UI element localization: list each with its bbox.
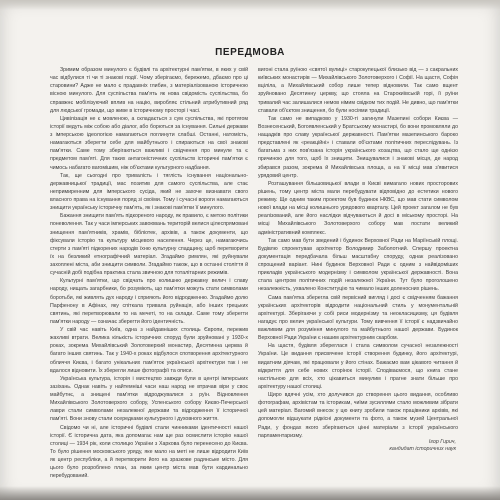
paragraph: Культурні пам'ятки, що свідчать про колишню державну велич і славу народу, нищать загарбники, бо розуміють, що пам'ятки можуть стати символами боротьби, які живлять дух народу і сприяють його відродженню. Згадаймо долю Парфенону в Афінах, яку спіткала тривала руйнація, або інших грецьких святинь, які перетворювали то на мечеті, то на склади. Саме тому зберегти пам'ятки народу — означає зберегти його ідентичність. <box>50 278 248 325</box>
paragraph: Сама пам'ятка зберегла свій первісний вигляд і досі є свідченням бажання українських архітекторів відродити національний стиль у монументальній архітектурі. Зберігаючи у собі риси модернізму та неокласицизму, ця будівля нагадує про велич української культури. Тому вивчення її історії є надзвичайно важливим для розуміння минулого та майбутнього нашої держави. Будинок Верховної Ради України є нашим архітектурним скарбом. <box>258 294 458 342</box>
author-title: кандидат історичних наук <box>389 446 456 452</box>
paragraph: Цивілізація не є мовленою, а складається з сум суспільства, які протягом історії ведуть між собою або діалог, або борються за існування. Сильні держави з імперською ідеологією намагаються поглинути слабші. Останні, натомість, намагаються зберегти себе для майбутнього і спираються на свої знакові пам'ятки. Саме тому зберігаються важливі і свідчення про минуле та є предметом пам'яті. Для таких антагоністичних суспільств історичні пам'ятки є чимось набагато вагомішим, ніж об'єктами культурного надбання. <box>50 115 248 171</box>
paragraph: Зримим образом минулого є будівлі та архітектурні пам'ятки, в яких у свій час відбулися ті чи ті знакові події. Чому зберігаємо, бережемо, дбаємо про ці старовини? Адже не мало є прадавніх глибин, з матеріалізованою історичною вісною минулого. Для суспільства пам'ять як нова свідомість суспільства, бо справжнє мобілізуючий вплив на націю, виробляє стільний атрибутивний ряд для людської громади, що живе в історичному просторі і часі. <box>50 67 248 114</box>
page-title: ПЕРЕДМОВА <box>215 47 285 58</box>
paragraph: Розташування більшовицької влади в Києві вимагало нових просторових рішень, тому центр міста мали перебудувати відповідно до естетики нового режиму. Ще одним таким проектом був будинок НКВС, що мав стати символом нової влади на місці колишнього урядового кварталу. Цей проект загалом не був реалізований, але його наслідки відчуваються й досі в міському просторі. На місці Михайлівського Золотоверхого собору мав постати великий адміністративний комплекс. <box>258 180 458 236</box>
paragraph: У свій час навіть Київ, одна з найдавніших столиць Європи, пережив жахливі втрати. Велика кількість історичних споруд були зруйновані у 1930-х роках, зокрема Михайлівський Золотоверхий монастир, Десятинна церква й багато інших святинь. Так у 1940-х роках відбулося спотворення архітектурного обличчя Києва, і багато унікальних пам'яток української архітектури так і не вдалося відновити. Їх зберегли лише фотографії та описи. <box>50 327 248 374</box>
paragraph: Так само мав бути зведений і будинок Верховної Ради на Маріїнській площі. Будівлю спроектував архітектор Володимир Заболотний. Спершу проектна документація передбачала більш масштабну споруду, однак реалізовано спрощений варіант. Нині будинок Верховної Ради є одним з найвідоміших прикладів українського модернізму і символом української державності. Вона стала центром політичних подій незалежної України. Тут було проголошено незалежність, ухвалено Конституцію та чимало інших доленосних рішень. <box>258 237 458 293</box>
paragraph: Так, ще сьогодні про тривалість і тяглість існування національно-державницької традиції, мас позитив для самого суспільства, але стає непримиренним для імперського сусіда, який не захоче визнавати свого власного права на існування поряд зі своїми. Тому і сучасні вороги намагаються знищити українську історичну пам'ять, як і знакові пам'ятки її минулого. <box>50 172 248 212</box>
author-name: Ігор Гирич, <box>428 439 456 445</box>
author-signature <box>389 439 456 453</box>
paragraph: Бажання знищити пам'ять підкореного народу, як правило, є метою політики поневолення. Так у часи імперських завоювань територій велися цілеспрямовані знищення пам'ятників, храмів, бібліотек, архівів, а також документи, що фіксували історію та культуру місцевого населення. Через це, намагаючись стерти з пам'яті підкорених народів їхню культурну спадщину, щоб перетворити їх на безликий етнографічний матеріал. Згадаймо римлян, які руйнували захоплені міста, аби знищити символи. Згадаймо також, що в останні століття й сучасній добі подібна практика стала звичною для тоталітарних режимів. <box>50 213 248 277</box>
paragraph: На щастя, будівля збереглася і стала символом сучасної незалежності України. Це видання присвячене історії створення будинку, його архітектурі, видатним діячам, які працювали у його стінах. Бажаємо вам цікавого читання й відкриття для себе нових сторінок історії. Сподіваємося, що книга стане настільною для всіх, хто цікавиться минулим і прагне знати більше про архітектуру нашої столиці. <box>258 343 458 390</box>
paragraph: вигоні стала руїною «святої вулиці» старокупецької близько від — з сакральних київських монастирів — Михайлівського Золотоверхого і Софії. На щастя, Софія вціліла, а Михайлівський собор лише тепер відновили. Так само вщент зруйновано Десятинну церкву, що стояла на Старокиївській горі, її руїни тривалий час залишалися немов німим свідком тих подій. Не дивно, що пам'ятки ставали об'єктом знищення, бо були носіями традиції. <box>258 67 458 114</box>
left-text-column <box>50 66 248 490</box>
paragraph: Українська культура, історія і мистецтво завжди були в центрі імперських зазіхань. Однак навіть у найтемніші часи наш народ не втрачав віри у своє майбутнє, а знищені пам'ятки відроджувалися з руїн. Відновлення Михайлівського Золотоверхого собору, Успенського собору Києво-Печерської лаври стали символами незалежної держави та відродження її історичної пам'яті. Вони знову стали осередками культурного і духовного життя. <box>50 375 248 423</box>
paragraph: Свідомо чи ні, але історичні будівлі стали чинниками ідентичності нашої історії. Є історична дата, яка допомагає нам ще раз осмислити історію нашої столиці — 1934 рік, коли столицю України з Харкова було перенесено до Києва. То було рішення московського уряду, яке мало на меті не лише відродити Київ як центр республіки, а й перетворити його на зразкове радянське місто. Для цього було розроблено план, за яким центр міста мав бути кардинально перебудований. <box>50 424 248 480</box>
right-text-column <box>258 66 458 438</box>
paragraph: Щиро вдячні усім, хто долучився до створення цього видання, особливо фотографам, архівістам та історикам, чиїми зусиллями стало можливим зібрати цей матеріал. Вагомий внесок у цю книгу зробили також працівники архівів, які допомогли відшукати рідкісні документи та фото, а також музей Центральної Ради, у фондах якого зберігаються цінні матеріали з історії українського парламентаризму. <box>258 392 458 438</box>
paragraph: Так само не випадково у 1930-ті загинули Мазепині собори Києва — Вознесенський, Богоявленський у Братському монастирі, бо вони промовляли до нащадків про славу української державності. Пам'ятки мазепинського бароко представлені як «реакційні» і ставали об'єктами політичних переслідувань. Із багатьма з них пов'язана історія українського козацтва, що стало ще однією причиною для того, щоб їх знищити. Знищувалися і знакові місця, де народ збирався разом, зокрема й Михайлівська площа, а на її місці мав з'явитися урядовий центр. <box>258 115 458 179</box>
